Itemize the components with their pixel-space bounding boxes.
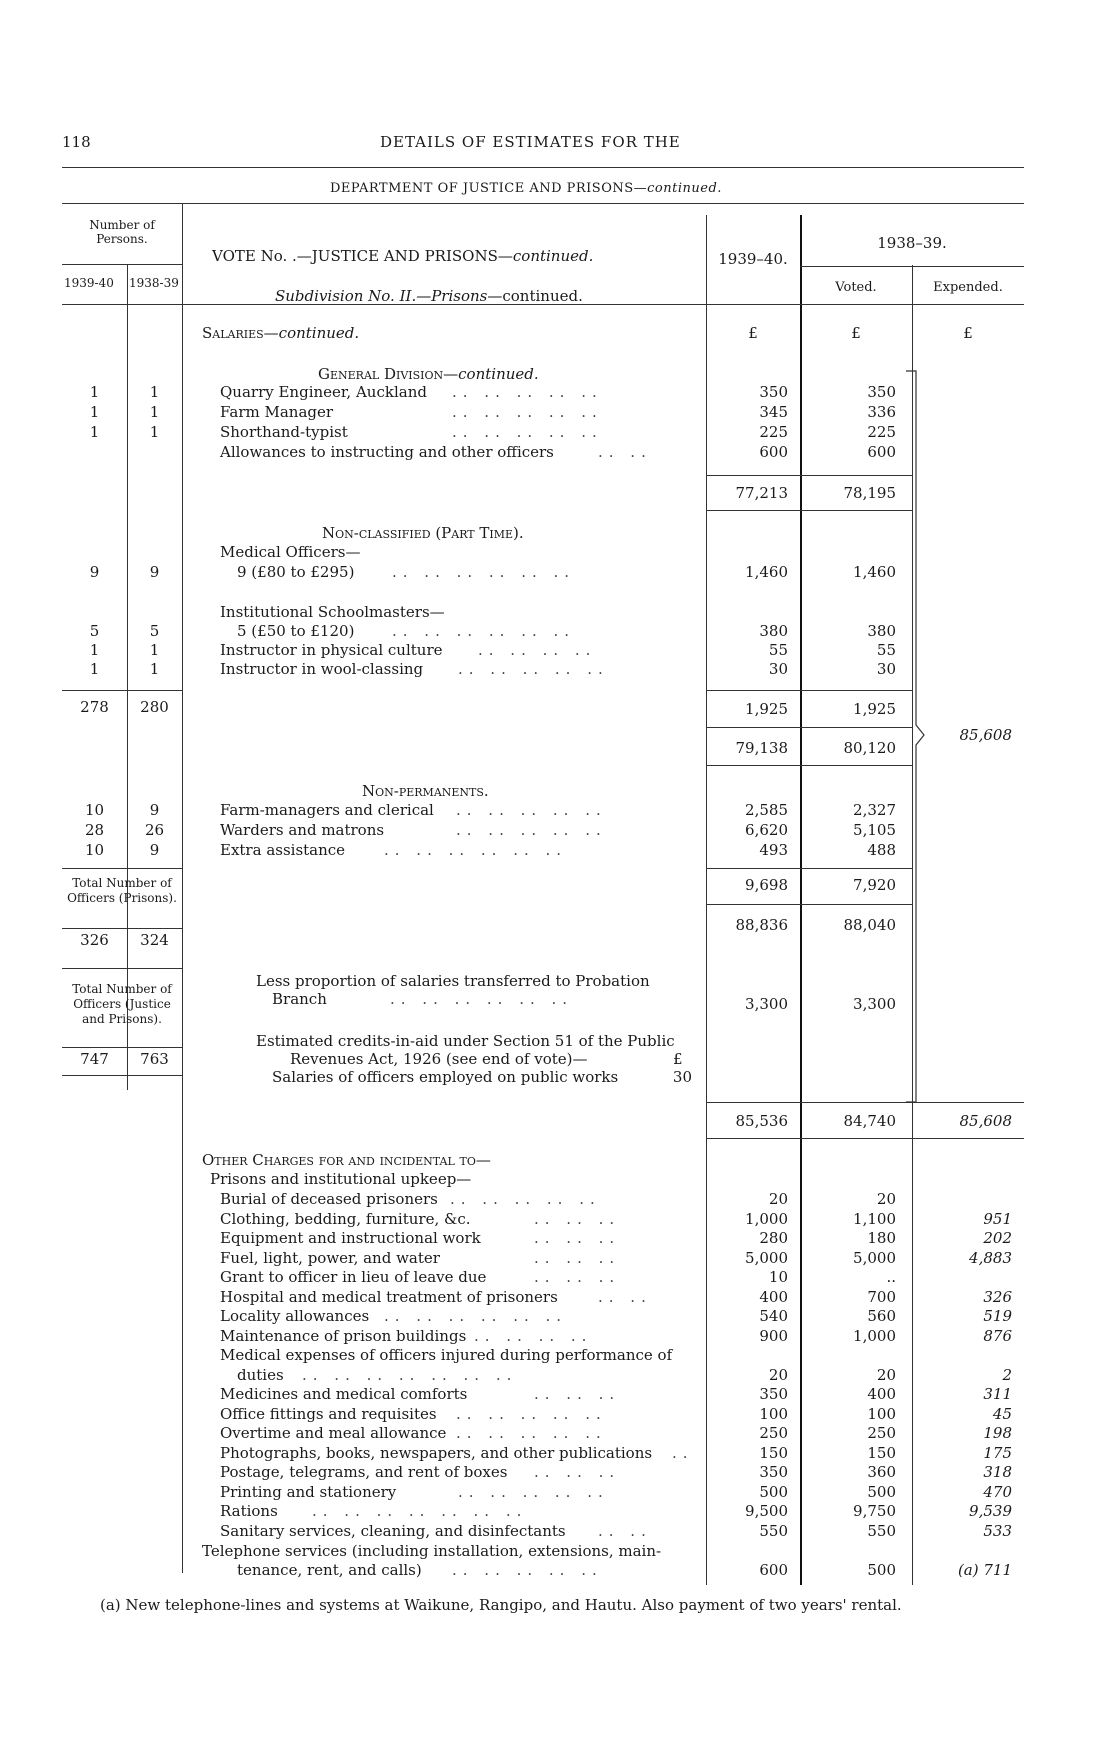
- general-division-heading: General Division—continued.: [318, 365, 539, 383]
- less-label-line-2: Branch: [272, 990, 327, 1008]
- subtotal-all-voted: 88,040: [843, 916, 896, 934]
- total-prisons-1939-40: 326: [80, 931, 109, 949]
- net-total-expended: 85,608: [959, 1112, 1012, 1130]
- col-1939-40-heading: 1939–40.: [718, 250, 788, 268]
- page-number: 118: [62, 133, 91, 151]
- credits-value: 30: [672, 1068, 692, 1086]
- persons-column-rule: [182, 203, 183, 1573]
- subtotal-nonclassified-voted: 1,925: [853, 700, 896, 718]
- persons-total-rule: [62, 928, 182, 929]
- other-charges-heading: Other Charges for and incidental to—: [202, 1151, 491, 1169]
- net-total-rule: [706, 1102, 1024, 1103]
- year-1939-40-heading: 1939-40: [64, 276, 114, 290]
- col-voted-heading: Voted.: [835, 280, 877, 295]
- total-justice-1938-39: 763: [140, 1050, 169, 1068]
- credits-line-3: Salaries of officers employed on public works: [272, 1068, 619, 1086]
- net-total-voted: 84,740: [843, 1112, 896, 1130]
- subtotal-nonpermanent-voted: 7,920: [853, 876, 896, 894]
- subtotal-nonclassified-1939-40: 1,925: [745, 700, 788, 718]
- nonclassified-heading: Non-classified (Part Time).: [322, 524, 524, 542]
- subtotal-all-1939-40: 88,836: [735, 916, 788, 934]
- subtotal-general-1939-40: 77,213: [735, 484, 788, 502]
- persons-total-rule: [62, 690, 182, 691]
- number-of-persons-heading: Number of Persons.: [89, 218, 155, 246]
- subtotal-general-voted: 78,195: [843, 484, 896, 502]
- persons-total-rule: [62, 968, 182, 969]
- total-justice-label: Total Number of Officers (Justice and Prisons).: [72, 982, 172, 1026]
- total-prisons-label: Total Number of Officers (Prisons).: [67, 876, 177, 905]
- footnote: (a) New telephone-lines and systems at Waikune, Rangipo, and Hautu. Also payment of two years' rental.: [100, 1596, 902, 1614]
- dept-title: DEPARTMENT OF JUSTICE AND PRISONS—continued.: [330, 181, 722, 196]
- col-1938-39-heading: 1938–39.: [877, 234, 947, 252]
- salaries-heading: Salaries—continued.: [202, 324, 360, 342]
- col-expended-heading: Expended.: [933, 280, 1003, 295]
- vote-title: VOTE No. .—JUSTICE AND PRISONS—continued.: [212, 247, 594, 265]
- less-value-1939-40: 3,300: [745, 995, 788, 1013]
- voted-expended-rule: [800, 266, 1024, 267]
- subtotal-rule: [706, 510, 912, 511]
- nonpermanents-heading: Non-permanents.: [362, 782, 489, 800]
- persons-total-rule: [62, 1047, 182, 1048]
- pound-sign-voted: £: [851, 324, 861, 342]
- net-total-rule: [706, 1138, 1024, 1139]
- subtotal-nonpermanent-1939-40: 9,698: [745, 876, 788, 894]
- dept-rule: [62, 203, 1024, 204]
- total-persons-1938-39: 280: [140, 698, 169, 716]
- total-persons-1939-40: 278: [80, 698, 109, 716]
- total-prisons-1938-39: 324: [140, 931, 169, 949]
- header-rule: [62, 167, 1024, 168]
- pound-sign-1939-40: £: [748, 324, 758, 342]
- medical-officers-label: Medical Officers—: [220, 543, 361, 561]
- year-1938-39-heading: 1938-39: [129, 276, 179, 290]
- less-label-line-1: Less proportion of salaries transferred to Probation: [256, 972, 650, 990]
- persons-total-rule: [62, 868, 182, 869]
- expended-salaries: 85,608: [959, 726, 1012, 744]
- less-value-voted: 3,300: [853, 995, 896, 1013]
- credits-pound: £: [673, 1050, 683, 1068]
- subtotal-rule: [706, 475, 912, 476]
- subdivision-title: Subdivision No. II.—Prisons—continued.: [275, 287, 583, 305]
- running-title: DETAILS OF ESTIMATES FOR THE: [380, 133, 681, 151]
- subtotal-rule: [706, 765, 912, 766]
- subtotal-rule: [706, 868, 912, 869]
- credits-line-1: Estimated credits-in-aid under Section 51 of the Public: [256, 1032, 675, 1050]
- persons-year-rule: [62, 264, 182, 265]
- subtotal-rule: [706, 904, 912, 905]
- subtotal-salaries-voted: 80,120: [843, 739, 896, 757]
- subtotal-rule: [706, 727, 912, 728]
- schoolmasters-label: Institutional Schoolmasters—: [220, 603, 445, 621]
- prisons-upkeep-label: Prisons and institutional upkeep—: [210, 1170, 472, 1188]
- subtotal-salaries-1939-40: 79,138: [735, 739, 788, 757]
- credits-line-2: Revenues Act, 1926 (see end of vote)—: [290, 1050, 588, 1068]
- net-total-1939-40: 85,536: [735, 1112, 788, 1130]
- total-justice-1939-40: 747: [80, 1050, 109, 1068]
- pound-sign-expended: £: [963, 324, 973, 342]
- persons-total-rule: [62, 1075, 182, 1076]
- subtotal-rule: [706, 690, 912, 691]
